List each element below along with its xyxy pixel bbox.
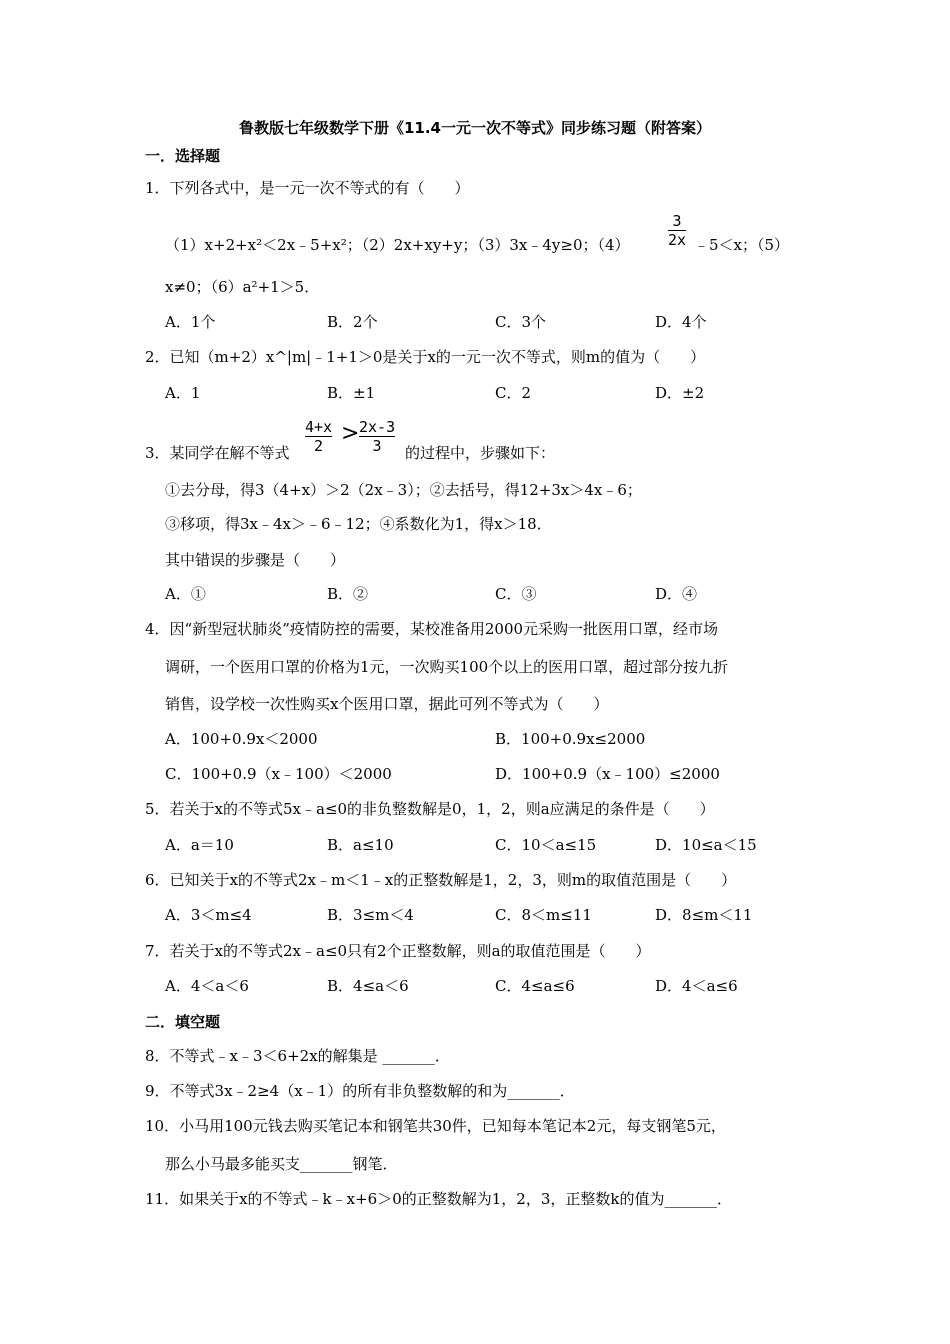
question-7-option-c: C．4≤a≤6 xyxy=(495,977,575,995)
fraction-denominator: 3 xyxy=(372,437,382,455)
question-1-stem: 1．下列各式中，是一元一次不等式的有（ ） xyxy=(145,179,470,197)
greater-than-sign: > xyxy=(341,421,360,446)
question-2-stem: 2．已知（m+2）x^|m|﹣1+1＞0是关于x的一元一次不等式，则m的值为（ ） xyxy=(145,348,706,366)
question-3-option-d: D．④ xyxy=(655,585,698,603)
question-6-option-c: C．8＜m≤11 xyxy=(495,906,592,924)
question-1-items-tail: ﹣5＜x；（5） xyxy=(694,236,790,254)
question-11: 11．如果关于x的不等式﹣k﹣x+6＞0的正整数解为1，2，3，正整数k的值为_______． xyxy=(145,1190,732,1208)
fraction-numerator: 2x-3 xyxy=(359,418,396,436)
question-1-items-cont: x≠0；（6）a²+1＞5． xyxy=(165,278,320,296)
question-1-option-d: D．4个 xyxy=(655,313,707,331)
page-title: 鲁教版七年级数学下册《11.4一元一次不等式》同步练习题（附答案） xyxy=(238,119,711,137)
question-4-line-2: 调研，一个医用口罩的价格为1元，一次购买100个以上的医用口罩，超过部分按九折 xyxy=(165,658,729,676)
question-2-option-c: C．2 xyxy=(495,384,532,402)
question-5-option-c: C．10＜a≤15 xyxy=(495,836,597,854)
question-3-stem-start: 3．某同学在解不等式 xyxy=(145,444,290,462)
question-9: 9．不等式3x﹣2≥4（x﹣1）的所有非负整数解的和为_______． xyxy=(145,1082,575,1100)
question-3-steps-1-2: ①去分母，得3（4+x）＞2（2x﹣3）；②去括号，得12+3x＞4x﹣6； xyxy=(165,481,642,499)
question-1-option-b: B．2个 xyxy=(327,313,378,331)
question-2-option-b: B．±1 xyxy=(327,384,376,402)
question-7-stem: 7．若关于x的不等式2x﹣a≤0只有2个正整数解，则a的取值范围是（ ） xyxy=(145,942,651,960)
question-7-option-d: D．4＜a≤6 xyxy=(655,977,738,995)
question-4-option-d: D．100+0.9（x﹣100）≤2000 xyxy=(495,765,720,783)
question-5-stem: 5．若关于x的不等式5x﹣a≤0的非负整数解是0，1，2，则a应满足的条件是（ ） xyxy=(145,800,715,818)
question-3-option-c: C．③ xyxy=(495,585,537,603)
question-1-option-a: A．1个 xyxy=(165,313,216,331)
question-4-option-c: C．100+0.9（x﹣100）＜2000 xyxy=(165,765,392,783)
question-7-option-b: B．4≤a＜6 xyxy=(327,977,409,995)
question-3-stem-end: 的过程中，步骤如下： xyxy=(405,444,556,462)
fraction-numerator: 3 xyxy=(672,212,682,230)
question-6-option-a: A．3＜m≤4 xyxy=(165,906,252,924)
question-1-fraction xyxy=(668,212,686,249)
question-4-line-1: 4．因“新型冠状肺炎”疫情防控的需要，某校准备用2000元采购一批医用口罩，经市场 xyxy=(145,620,719,638)
question-7-option-a: A．4＜a＜6 xyxy=(165,977,249,995)
question-1-items: （1）x+2+x²＜2x﹣5+x²；（2）2x+xy+y；（3）3x﹣4y≥0；（4） xyxy=(165,236,630,254)
question-2-option-a: A．1 xyxy=(165,384,201,402)
question-8: 8．不等式﹣x﹣3＜6+2x的解集是 _______． xyxy=(145,1047,450,1065)
question-6-option-b: B．3≤m＜4 xyxy=(327,906,414,924)
question-4-option-b: B．100+0.9x≤2000 xyxy=(495,730,646,748)
question-4-option-a: A．100+0.9x＜2000 xyxy=(165,730,318,748)
question-3-steps-3-4: ③移项，得3x﹣4x＞﹣6﹣12；④系数化为1，得x＞18． xyxy=(165,515,552,533)
section-heading-fill: 二．填空题 xyxy=(145,1013,221,1031)
question-6-option-d: D．8≤m＜11 xyxy=(655,906,753,924)
question-5-option-a: A．a＝10 xyxy=(165,836,234,854)
question-10-line-2: 那么小马最多能买支_______钢笔． xyxy=(165,1155,398,1173)
question-1-option-c: C．3个 xyxy=(495,313,547,331)
question-3-option-a: A．① xyxy=(165,585,206,603)
question-5-option-b: B．a≤10 xyxy=(327,836,394,854)
section-heading-choice: 一．选择题 xyxy=(145,147,221,165)
question-3-option-b: B．② xyxy=(327,585,369,603)
question-10-line-1: 10．小马用100元钱去购买笔记本和钢笔共30件，已知每本笔记本2元，每支钢笔5元， xyxy=(145,1117,726,1135)
question-6-stem: 6．已知关于x的不等式2x﹣m＜1﹣x的正整数解是1，2，3，则m的取值范围是（ ） xyxy=(145,871,737,889)
question-3-fraction-left xyxy=(305,418,332,455)
fraction-denominator: 2x xyxy=(668,231,687,249)
fraction-denominator: 2 xyxy=(314,437,324,455)
question-5-option-d: D．10≤a＜15 xyxy=(655,836,757,854)
question-4-line-3: 销售，设学校一次性购买x个医用口罩，据此可列不等式为（ ） xyxy=(165,695,609,713)
question-3-fraction-right xyxy=(359,418,395,455)
question-3-ask: 其中错误的步骤是（ ） xyxy=(165,551,346,569)
question-2-option-d: D．±2 xyxy=(655,384,705,402)
fraction-numerator: 4+x xyxy=(305,418,333,436)
